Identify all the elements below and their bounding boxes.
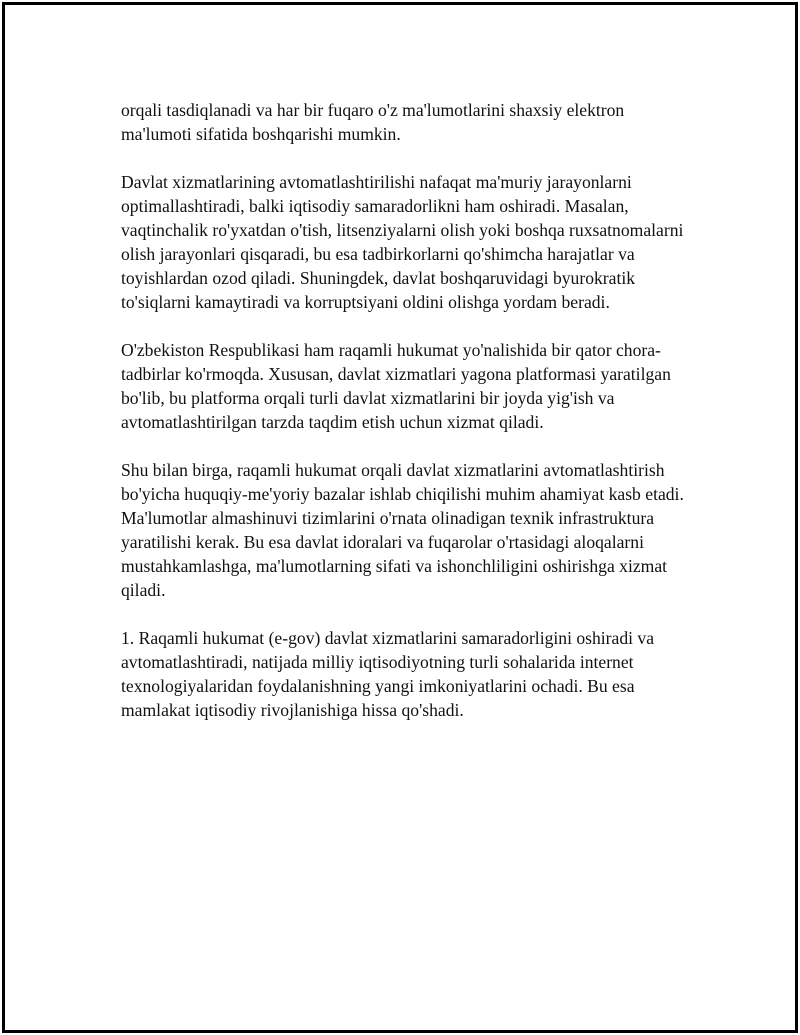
- paragraph-5-numbered: 1. Raqamli hukumat (e-gov) davlat xizmatlarini samaradorligini oshiradi va avtomatlashtiradi, natijada milliy iqtisodiyotning turli sohalarida internet texnologiyalaridan foydalanishning yangi imkoniyatlarini ochadi. Bu esa mamlakat iqtisodiy rivojlanishiga hissa qo'shadi.: [121, 628, 655, 720]
- paragraph-1: orqali tasdiqlanadi va har bir fuqaro o'z ma'lumotlarini shaxsiy elektron ma'lumoti sifatida boshqarishi mumkin.: [121, 100, 625, 144]
- page-frame: [2, 2, 798, 1033]
- document-body: [121, 98, 693, 722]
- paragraph-4: Shu bilan birga, raqamli hukumat orqali davlat xizmatlarini avtomatlashtirish bo'yicha huquqiy-me'yoriy bazalar ishlab chiqilishi muhim ahamiyat kasb etadi. Ma'lumotlar almashinuvi tizimlarini o'rnata olinadigan texnik infrastruktura yaratilishi kerak. Bu esa davlat idoralari va fuqarolar o'rtasidagi aloqalarni mustahkamlashga, ma'lumotlarning sifati va ishonchliligini oshirishga xizmat qiladi.: [121, 460, 684, 600]
- paragraph-3: O'zbekiston Respublikasi ham raqamli hukumat yo'nalishida bir qator chora-tadbirlar ko'rmoqda. Xususan, davlat xizmatlari yagona platformasi yaratilgan bo'lib, bu platforma orqali turli davlat xizmatlarini bir joyda yig'ish va avtomatlashtirilgan tarzda taqdim etish uchun xizmat qiladi.: [121, 340, 671, 432]
- paragraph-2: Davlat xizmatlarining avtomatlashtirilishi nafaqat ma'muriy jarayonlarni optimallashtiradi, balki iqtisodiy samaradorlikni ham oshiradi. Masalan, vaqtinchalik ro'yxatdan o'tish, litsenziyalarni olish yoki boshqa ruxsatnomalarni olish jarayonlari qisqaradi, bu esa tadbirkorlarni qo'shimcha harajatlar va toyishlardan ozod qiladi. Shuningdek, davlat boshqaruvidagi byurokratik to'siqlarni kamaytiradi va korruptsiyani oldini olishga yordam beradi.: [121, 172, 684, 312]
